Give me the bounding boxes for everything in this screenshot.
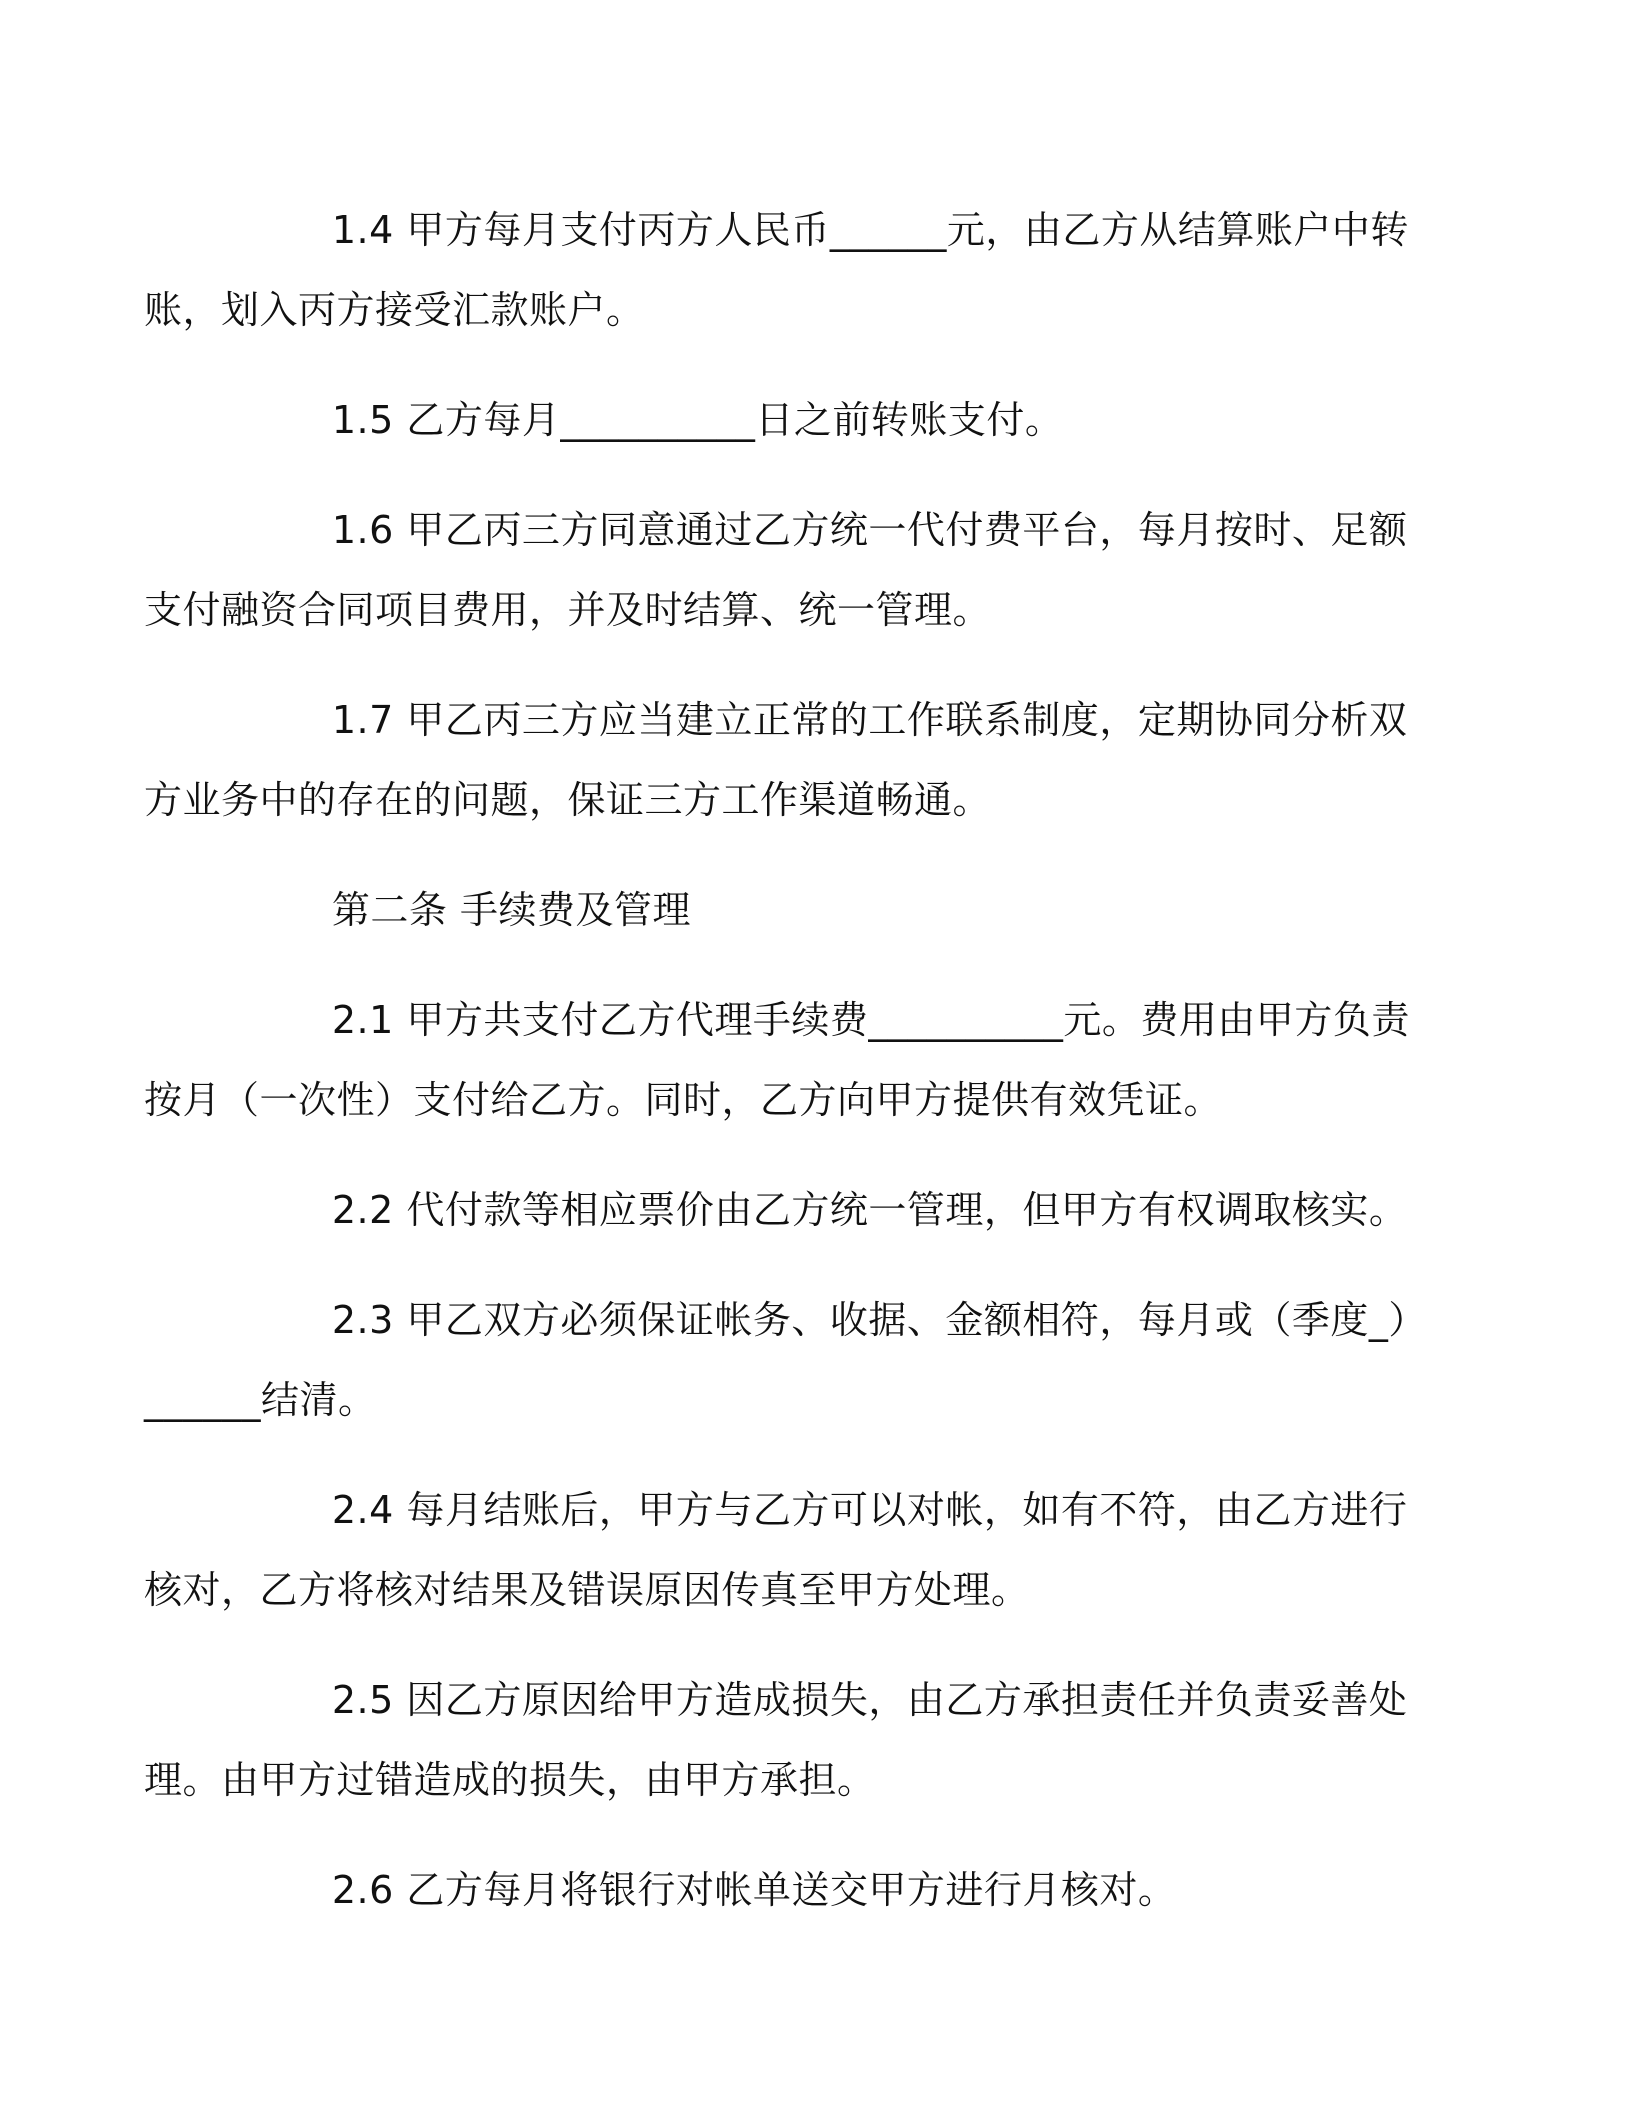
clause-line: 理。由甲方过错造成的损失，由甲方承担。 <box>144 1758 876 1802</box>
clause-line: 2.6 乙方每月将银行对帐单送交甲方进行月核对。 <box>331 1868 1177 1912</box>
section-heading-2 <box>238 870 1368 950</box>
clause-line: 核对，乙方将核对结果及错误原因传真至甲方处理。 <box>144 1568 1030 1612</box>
clause-2-1 <box>144 980 1410 1140</box>
clause-line: 2.1 甲方共支付乙方代理手续费__________元。费用由甲方负责 <box>331 998 1410 1042</box>
clause-line: 账，划入丙方接受汇款账户。 <box>144 288 645 332</box>
clause-2-2 <box>238 1170 1408 1250</box>
section-title: 第二条 手续费及管理 <box>331 888 691 932</box>
clause-line: 2.5 因乙方原因给甲方造成损失，由乙方承担责任并负责妥善处 <box>331 1678 1408 1722</box>
clause-line: 1.4 甲方每月支付丙方人民币______元，由乙方从结算账户中转 <box>331 208 1409 252</box>
clause-line: ______结清。 <box>144 1378 377 1422</box>
clause-line: 按月（一次性）支付给乙方。同时，乙方向甲方提供有效凭证。 <box>144 1078 1223 1122</box>
clause-line: 2.4 每月结账后，甲方与乙方可以对帐，如有不符，由乙方进行 <box>331 1488 1408 1532</box>
document-body <box>144 190 1427 1960</box>
clause-line: 方业务中的存在的问题，保证三方工作渠道畅通。 <box>144 778 992 822</box>
clause-line: 支付融资合同项目费用，并及时结算、统一管理。 <box>144 588 992 632</box>
clause-2-6 <box>238 1850 1368 1930</box>
clause-line: 2.2 代付款等相应票价由乙方统一管理，但甲方有权调取核实。 <box>331 1188 1408 1232</box>
clause-1-7 <box>144 680 1408 840</box>
clause-2-5 <box>144 1660 1408 1820</box>
clause-1-6 <box>144 490 1408 650</box>
clause-line: 1.5 乙方每月__________日之前转账支付。 <box>331 398 1064 442</box>
clause-2-3 <box>144 1280 1427 1440</box>
clause-line: 1.7 甲乙丙三方应当建立正常的工作联系制度，定期协同分析双 <box>331 698 1408 742</box>
clause-line: 1.6 甲乙丙三方同意通过乙方统一代付费平台，每月按时、足额 <box>331 508 1408 552</box>
clause-2-4 <box>144 1470 1408 1630</box>
clause-1-4 <box>144 190 1409 350</box>
clause-line: 2.3 甲乙双方必须保证帐务、收据、金额相符，每月或（季度_） <box>331 1298 1427 1342</box>
clause-1-5 <box>238 380 1368 460</box>
